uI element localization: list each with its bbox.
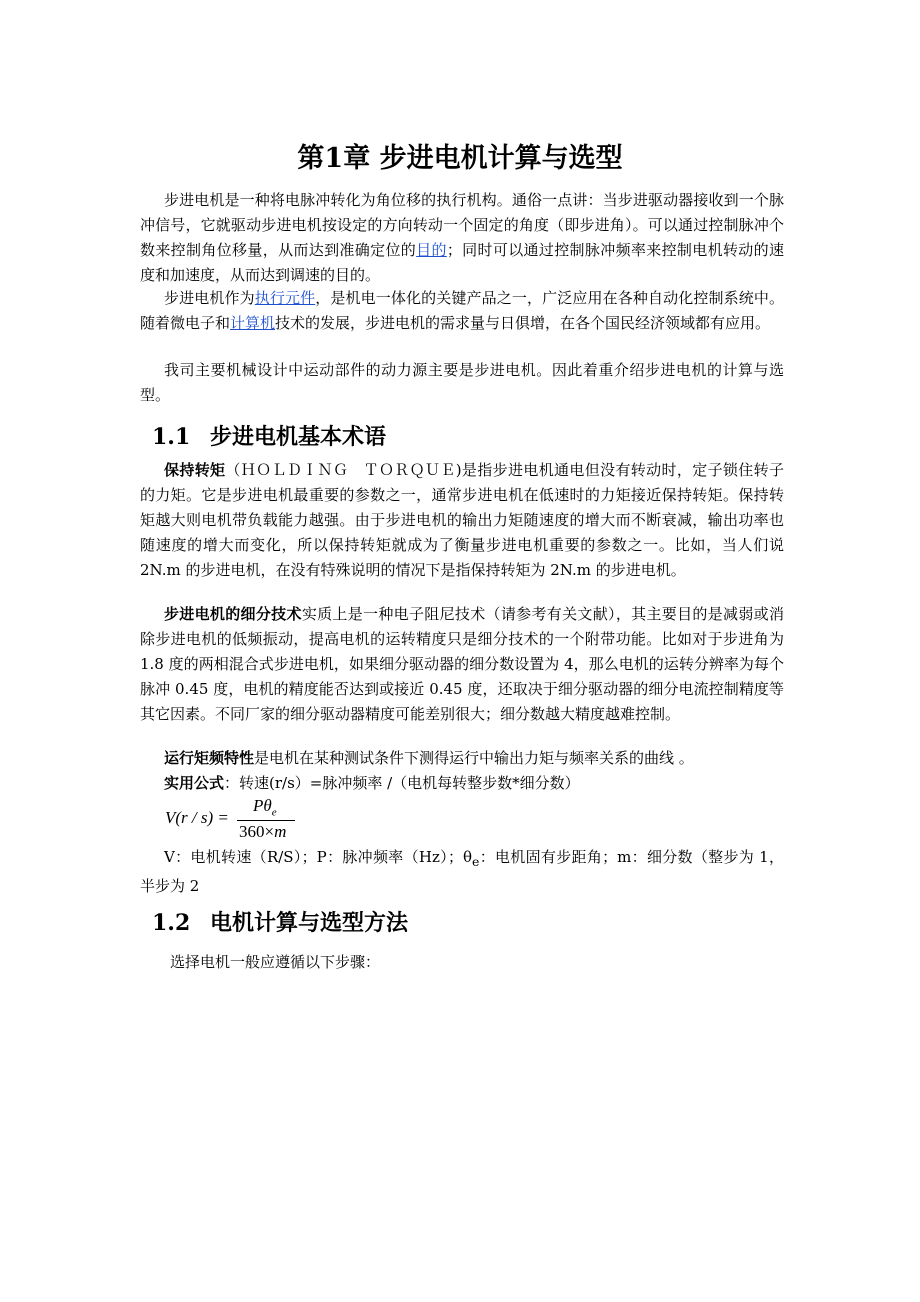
formula-numerator-sub: e — [271, 806, 277, 819]
chapter-title: 第1章 步进电机计算与选型 — [297, 143, 623, 174]
intro-paragraph-2 — [140, 286, 784, 336]
holding-torque-term: 保持转矩 — [164, 461, 226, 479]
fraction-bar — [237, 820, 295, 821]
formula-legend — [140, 845, 784, 899]
microstep-paragraph — [140, 602, 784, 727]
link-purpose[interactable]: 目的 — [416, 241, 447, 259]
holding-torque-text: （ＨＯＬＤＩＮＧ ＴＯＲＱＵＥ)是指步进电机通电但没有转动时，定子锁住转子的力矩。它是步进电机最重要的参数之一，通常步进电机在低速时的力矩接近保持转矩。保持转矩越大则电机带负载能力越强。由于步进电机的输出力矩随速度的增大而不断衰减，输出功率也随速度的增大而变化，所以保持转矩就成为了衡量步进电机重要的参数之一。比如，当人们说 2N.m 的步进电机，在没有特殊说明的情况下是指保持转矩为 2N.m 的步进电机。 — [140, 461, 784, 579]
intro-paragraph-3: 我司主要机械设计中运动部件的动力源主要是步进电机。因此着重介绍步进电机的计算与选型。 — [140, 361, 784, 404]
intro-p1-text-b: ；同时可以通过控制脉冲频率来控制电机转动的速度和加速度，从而达到调速的目的。 — [140, 241, 784, 284]
holding-torque-paragraph — [140, 458, 784, 583]
formula-denominator-b: m — [274, 822, 287, 841]
legend-text-b: ：电机固有步距角；m：细分数（整步为 1，半步为 2 — [140, 848, 784, 895]
formula-text: ：转速(r/s）=脉冲频率 /（电机每转整步数*细分数） — [224, 774, 580, 792]
legend-sub: e — [472, 854, 480, 869]
section-1-number: 1.1 — [152, 424, 191, 450]
intro-paragraph-1 — [140, 188, 784, 288]
microstep-term: 步进电机的细分技术 — [164, 605, 302, 623]
section-2-number: 1.2 — [152, 910, 191, 936]
formula-numerator — [253, 796, 277, 818]
section-2-heading — [152, 906, 408, 937]
formula-denominator — [239, 822, 286, 842]
formula-denominator-a: 360× — [239, 822, 275, 841]
formula-label: 实用公式 — [164, 774, 225, 792]
microstep-text: 实质上是一种电子阻尼技术（请参考有关文献），其主要目的是减弱或消除步进电机的低频振动，提高电机的运转精度只是细分技术的一个附带功能。比如对于步进角为 1.8 度的两相混合式步进电机，如果细分驱动器的细分数设置为 4，那么电机的运转分辨率为每个脉冲 0.45 度，电机的精度能否达到或接近 0.45 度，还取决于细分驱动器的细分电流控制精度等其它因素。不同厂家的细分驱动器精度可能差别很大；细分数越大精度越难控制。 — [140, 605, 784, 723]
torque-freq-term: 运行矩频特性 — [164, 749, 255, 767]
formula-numerator-main: Pθ — [253, 796, 272, 815]
torque-freq-paragraph — [140, 746, 784, 771]
section-1-heading — [152, 420, 386, 451]
intro-p2-text-c: 技术的发展，步进电机的需求量与日俱增，在各个国民经济领域都有应用。 — [275, 314, 771, 332]
formula-line — [140, 771, 784, 796]
intro-p1-text-a: 步进电机是一种将电脉冲转化为角位移的执行机构。通俗一点讲：当步进驱动器接收到一个脉冲信号，它就驱动步进电机按设定的方向转动一个固定的角度（即步进角）。可以通过控制脉冲个数来控制角位移量，从而达到准确定位的 — [140, 191, 784, 259]
intro-p2-text-a: 步进电机作为 — [164, 289, 255, 307]
link-actuator[interactable]: 执行元件 — [254, 289, 316, 307]
section-2-intro: 选择电机一般应遵循以下步骤： — [170, 953, 381, 971]
intro-p2-text-b: ，是机电一体化的关键产品之一，广泛应用在各种自动化控制系统中。随着微电子和 — [140, 289, 784, 332]
section-1-title: 步进电机基本术语 — [210, 424, 387, 450]
section-2-title: 电机计算与选型方法 — [210, 910, 409, 936]
legend-text-a: V：电机转速（R/S）；P：脉冲频率（Hz）；θ — [164, 848, 472, 866]
formula-lhs: V(r / s) = — [165, 808, 229, 827]
torque-freq-text: 是电机在某种测试条件下测得运行中输出力矩与频率关系的曲线 。 — [254, 749, 694, 767]
link-computer[interactable]: 计算机 — [230, 314, 276, 332]
